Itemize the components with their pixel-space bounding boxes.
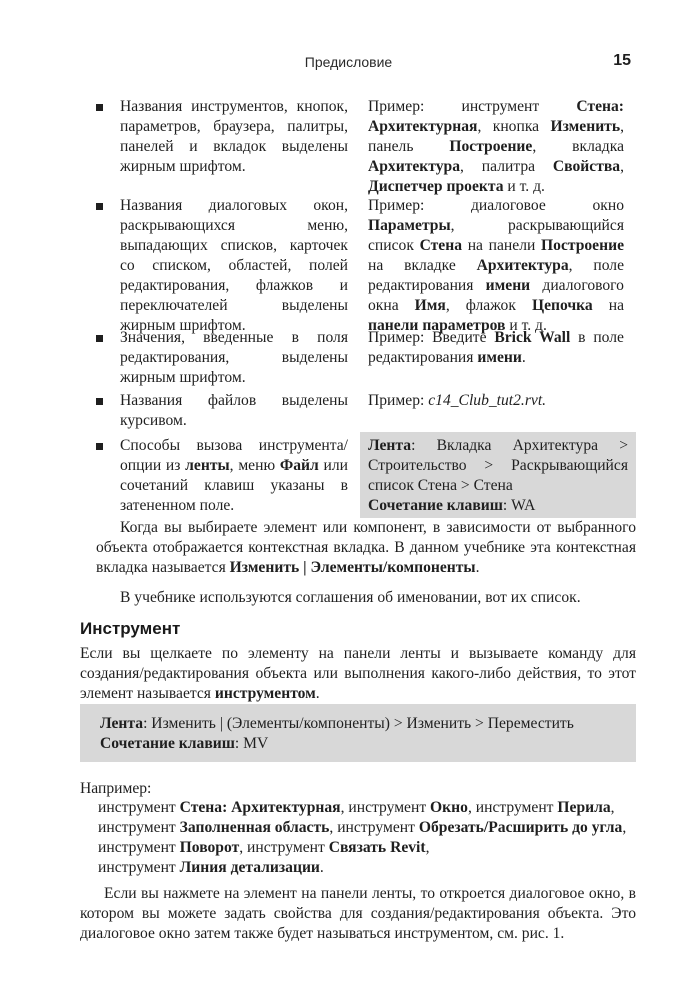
convention-row-4 bbox=[96, 391, 636, 431]
bold-term: Архитектура bbox=[368, 158, 461, 175]
bold-term: панели параметров bbox=[368, 317, 506, 334]
bullet-icon bbox=[96, 398, 103, 405]
bullet-icon bbox=[96, 104, 103, 111]
ribbon-label: Лента bbox=[100, 715, 144, 732]
bold-term: Изменить bbox=[550, 118, 621, 135]
bold-term: Архитектура bbox=[476, 257, 569, 274]
bold-term: имени bbox=[477, 349, 522, 366]
bullet-icon bbox=[96, 203, 103, 210]
bullet-icon bbox=[96, 443, 103, 450]
bold-term: Лента bbox=[368, 437, 412, 454]
bold-term: Свойства bbox=[552, 158, 621, 175]
bold-term: имени bbox=[485, 277, 531, 294]
bullet-icon bbox=[96, 335, 103, 342]
convention-row-1 bbox=[96, 97, 636, 195]
bold-term: инструментом bbox=[214, 685, 316, 702]
bold-term: Построение bbox=[449, 138, 533, 155]
bold-term: Перила bbox=[557, 799, 611, 816]
convention-row-2 bbox=[96, 196, 636, 334]
bold-term: Сочетание клавиш bbox=[368, 497, 503, 514]
context-tab-paragraph: Когда вы выбираете элемент или компонент, в зависимости от выбранного объекта отображается контекстная вкладка. В данном учебнике эта контекстная вкладка называется Изменить | Элементы/компоненты. bbox=[96, 519, 636, 576]
bold-term: Линия детализации bbox=[179, 859, 320, 876]
tool-definition-paragraph: Если вы щелкаете по элементу на панели ленты и вызываете команду для создания/редактирования объекта или выполнения какого-либо действия, то этот элемент называется инструментом. bbox=[80, 645, 636, 702]
ribbon-path: : Изменить | (Элементы/компоненты) > Изменить > Переместить bbox=[143, 715, 574, 732]
bold-term: Построение bbox=[541, 237, 624, 254]
dialog-paragraph: Если вы нажмете на элемент на панели ленты, то откроется диалоговое окно, в котором вы можете задать свойства для создания/редактирования объекта. Это диалоговое окно затем также будет называться инструментом, см. рис. 1. bbox=[80, 885, 636, 942]
ribbon-shortcut-example: Лента: Вкладка Архитектура > Строительство > Раскрывающийся список Стена > Стена Сочетание клавиш: WA bbox=[360, 432, 636, 518]
convention-example: Пример: инструмент Стена: Архитектурная, кнопка Изменить, панель Построение, вкладка Архитектура, палитра Свойства, Диспетчер проекта и т. д. bbox=[368, 98, 625, 195]
example-label: Например: bbox=[80, 780, 152, 797]
bold-term: Цепочка bbox=[531, 297, 593, 314]
convention-description: Названия файлов выделены курсивом. bbox=[120, 392, 348, 429]
bold-term: Имя bbox=[414, 297, 446, 314]
bold-term: Файл bbox=[279, 457, 319, 474]
convention-description: Названия инструментов, кнопок, параметров, браузера, палитры, панелей и вкладок выделены жирным шрифтом. bbox=[120, 98, 348, 175]
convention-example: Пример: диалоговое окно Параметры, раскрывающийся список Стена на панели Построение на вкладке Архитектура, поле редактирования имени диалогового окна Имя, флажок Цепочка на панели параметров и т. д. bbox=[368, 197, 625, 334]
bold-term: Обрезать/Расширить до угла bbox=[418, 819, 623, 836]
bold-term: ленты bbox=[185, 457, 230, 474]
convention-description: Названия диалоговых окон, раскрывающихся меню, выпадающих списков, карточек со списком, областей, полей редактирования, флажков и переключателей выделены жирным шрифтом. bbox=[120, 197, 348, 334]
section-heading: Инструмент bbox=[80, 619, 181, 638]
bold-term: Поворот bbox=[179, 839, 240, 856]
bold-term: Стена: Архитектурная bbox=[179, 799, 341, 816]
convention-row-3 bbox=[96, 328, 636, 388]
running-header: Предисловие bbox=[304, 54, 393, 70]
page-number: 15 bbox=[613, 52, 631, 69]
convention-description: Способы вызова инструмента/опции из ленты, меню Файл или сочетаний клавиш указаны в затененном поле. bbox=[120, 437, 348, 514]
bold-term: Стена: Архитектурная bbox=[368, 98, 624, 135]
bold-term: Связать Revit bbox=[328, 839, 426, 856]
convention-description: Значения, введенные в поля редактирования, выделены жирным шрифтом. bbox=[120, 329, 348, 386]
convention-example: Пример: c14_Club_tut2.rvt. bbox=[368, 392, 547, 409]
convention-row-5 bbox=[96, 436, 636, 516]
convention-example: Пример: Введите Brick Wall в поле редактирования имени. bbox=[368, 329, 624, 366]
italic-filename: c14_Club_tut2.rvt. bbox=[428, 392, 547, 409]
naming-paragraph: В учебнике используются соглашения об именовании, вот их список. bbox=[120, 589, 581, 606]
bold-term: Параметры bbox=[368, 217, 451, 234]
shortcut-label: Сочетание клавиш bbox=[100, 735, 235, 752]
ribbon-shortcut-box bbox=[80, 704, 636, 762]
bold-term: Окно bbox=[430, 799, 468, 816]
bold-term: Brick Wall bbox=[494, 329, 571, 346]
tool-examples-list: инструмент Стена: Архитектурная, инструмент Окно, инструмент Перила, инструмент Заполненная область, инструмент Обрезать/Расширить до угла, инструмент Поворот, инструмент Связать Revit, инструмент Линия детализации. bbox=[98, 799, 627, 876]
bold-term: Диспетчер проекта bbox=[368, 178, 504, 195]
shortcut-value: : MV bbox=[234, 735, 269, 752]
bold-term: Изменить | Элементы/компоненты bbox=[229, 559, 476, 576]
bold-term: Заполненная область bbox=[179, 819, 330, 836]
bold-term: Стена bbox=[419, 237, 463, 254]
